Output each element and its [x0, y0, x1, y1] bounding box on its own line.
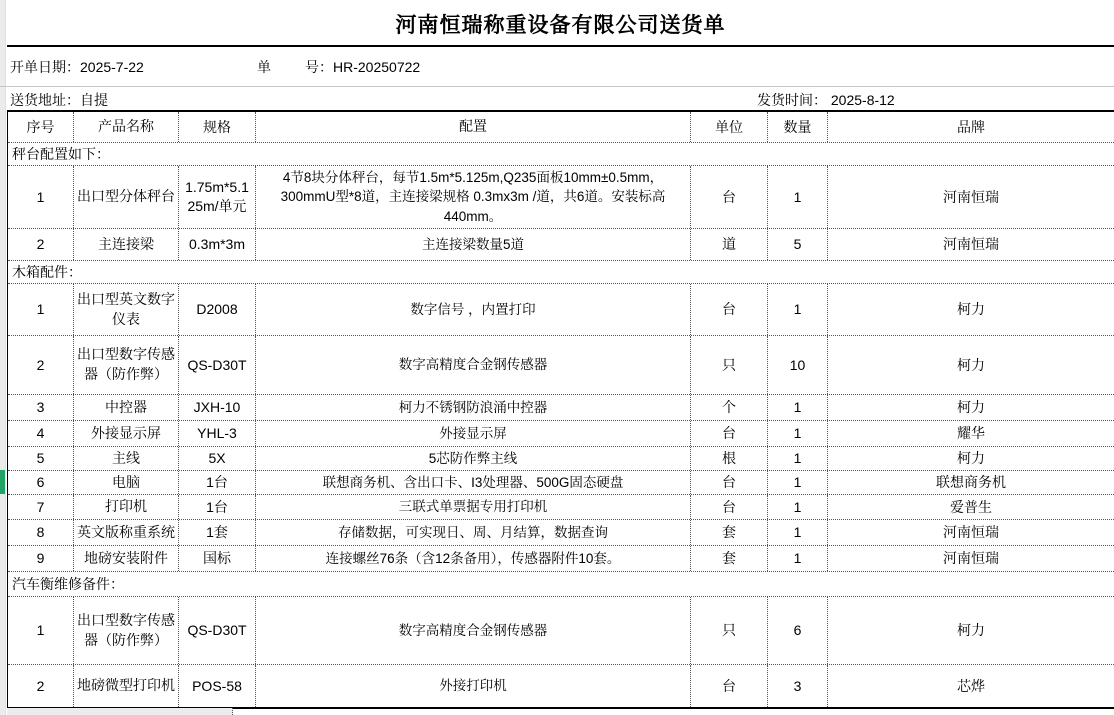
cell-brand[interactable]: 联想商务机	[936, 474, 1006, 491]
table-row	[8, 447, 1114, 471]
cell-qty[interactable]: 1	[768, 284, 828, 335]
cell-product[interactable]: 中控器	[74, 395, 179, 420]
cell-brand[interactable]: 爱普生	[950, 498, 992, 515]
cell-qty[interactable]: 1	[768, 395, 828, 420]
cell-qty[interactable]: 3	[768, 665, 828, 707]
cell-seq[interactable]: 6	[8, 471, 74, 494]
meta-divider-line	[0, 86, 1114, 87]
cell-unit[interactable]: 只	[691, 336, 768, 394]
table-row	[8, 166, 1114, 229]
cell-seq[interactable]: 3	[8, 395, 74, 420]
cell-qty[interactable]: 1	[768, 447, 828, 470]
cell-config[interactable]: 5芯防作弊主线	[256, 447, 691, 470]
cell-seq[interactable]: 2	[8, 336, 74, 394]
section-title-row[interactable]: 木箱配件：	[8, 261, 1114, 284]
table-row	[8, 229, 1114, 261]
table-row	[8, 395, 1114, 421]
table-row	[8, 520, 1114, 546]
cell-product[interactable]: 出口型数字传感器（防作弊）	[74, 336, 179, 394]
cell-qty[interactable]: 1	[768, 520, 828, 545]
table-header-row	[8, 112, 1114, 143]
cell-seq[interactable]: 2	[8, 229, 74, 260]
cell-qty[interactable]: 6	[768, 597, 828, 664]
cell-product[interactable]: 电脑	[74, 471, 179, 494]
cell-qty[interactable]: 1	[768, 546, 828, 571]
cell-config[interactable]: 数字信号 ，内置打印	[256, 284, 691, 335]
cell-seq[interactable]: 1	[8, 284, 74, 335]
cell-product[interactable]: 英文版称重系统	[74, 520, 179, 545]
cell-spec[interactable]: POS-58	[179, 665, 256, 707]
cell-config[interactable]: 连接螺丝76条（含12条备用），传感器附件10套。	[256, 546, 691, 571]
cell-unit[interactable]: 台	[691, 284, 768, 335]
table-row	[8, 336, 1114, 395]
cell-product[interactable]: 打印机	[74, 495, 179, 519]
header-cell-config[interactable]: 配置	[256, 112, 691, 142]
cell-unit[interactable]: 台	[691, 665, 768, 707]
cell-spec[interactable]: JXH-10	[179, 395, 256, 420]
cell-spec[interactable]: 1台	[179, 471, 256, 494]
cell-qty[interactable]: 1	[768, 166, 828, 228]
cell-product[interactable]: 出口型英文数字仪表	[74, 284, 179, 335]
cell-spec[interactable]: 1.75m*5.125m/单元	[179, 166, 256, 228]
clipped-next-row	[7, 708, 233, 715]
items-table	[7, 110, 1114, 709]
cell-seq[interactable]: 8	[8, 520, 74, 545]
cell-product[interactable]: 外接显示屏	[74, 421, 179, 446]
section-title-row[interactable]: 秤台配置如下：	[8, 143, 1114, 166]
header-cell-qty[interactable]: 数量	[768, 112, 828, 142]
cell-brand[interactable]: 柯力	[957, 622, 985, 639]
cell-qty[interactable]: 1	[768, 495, 828, 519]
window-edge-strip	[0, 0, 6, 715]
table-row	[8, 495, 1114, 520]
cell-unit[interactable]: 只	[691, 597, 768, 664]
cell-brand[interactable]: 柯力	[957, 356, 985, 373]
cell-product[interactable]: 出口型数字传感器（防作弊）	[74, 597, 179, 664]
page-title: 河南恒瑞称重设备有限公司送货单	[395, 14, 726, 37]
table-row	[8, 597, 1114, 665]
cell-spec[interactable]: 1台	[179, 495, 256, 519]
cell-unit[interactable]: 个	[691, 395, 768, 420]
cell-unit[interactable]: 台	[691, 421, 768, 446]
cell-spec[interactable]: QS-D30T	[179, 336, 256, 394]
cell-qty[interactable]: 5	[768, 229, 828, 260]
cell-seq[interactable]: 4	[8, 421, 74, 446]
cell-config[interactable]: 主连接梁数量5道	[256, 229, 691, 260]
cell-brand[interactable]: 河南恒瑞	[943, 550, 999, 567]
order-no-field[interactable]: 号：HR-20250722	[305, 59, 421, 75]
header-cell-seq[interactable]: 序号	[8, 112, 74, 142]
cell-seq[interactable]: 7	[8, 495, 74, 519]
cell-unit[interactable]: 道	[691, 229, 768, 260]
cell-unit[interactable]: 台	[691, 166, 768, 228]
cell-seq[interactable]: 9	[8, 546, 74, 571]
section-title-row[interactable]: 汽车衡维修备件：	[8, 572, 1114, 597]
cell-brand[interactable]: 柯力	[957, 450, 985, 467]
header-cell-spec[interactable]: 规格	[179, 112, 256, 142]
cell-spec[interactable]: D2008	[179, 284, 256, 335]
cell-config[interactable]: 三联式单票据专用打印机	[256, 495, 691, 519]
cell-seq[interactable]: 1	[8, 166, 74, 228]
cell-unit[interactable]: 套	[691, 520, 768, 545]
cell-qty[interactable]: 10	[768, 336, 828, 394]
cell-config[interactable]: 联想商务机、含出口卡、I3处理器、500G固态硬盘	[256, 471, 691, 494]
cell-unit[interactable]: 根	[691, 447, 768, 470]
cell-config[interactable]: 存储数据，可实现日、周、月结算，数据查询	[256, 520, 691, 545]
cell-config[interactable]: 数字高精度合金钢传感器	[256, 597, 691, 664]
header-cell-brand[interactable]: 品牌	[957, 118, 985, 135]
cell-brand[interactable]: 柯力	[957, 399, 985, 416]
order-no-label: 单	[257, 59, 271, 75]
cell-seq[interactable]: 2	[8, 665, 74, 707]
cell-product[interactable]: 主连接梁	[74, 229, 179, 260]
cell-spec[interactable]: 1套	[179, 520, 256, 545]
cell-config[interactable]: 柯力不锈钢防浪涌中控器	[256, 395, 691, 420]
cell-brand[interactable]: 柯力	[957, 301, 985, 318]
cell-spec[interactable]: 5X	[179, 447, 256, 470]
table-row	[8, 665, 1114, 707]
header-cell-product[interactable]: 产品名称	[74, 112, 179, 142]
cell-qty[interactable]: 1	[768, 471, 828, 494]
delivery-address-field[interactable]: 送货地址：自提	[10, 92, 108, 108]
cell-config[interactable]: 数字高精度合金钢传感器	[256, 336, 691, 394]
order-date-field[interactable]: 开单日期：2025-7-22	[10, 59, 144, 75]
cell-product[interactable]: 出口型分体秤台	[74, 166, 179, 228]
row-selection-marker	[0, 470, 5, 494]
table-row	[8, 284, 1114, 336]
cell-spec[interactable]: 国标	[179, 546, 256, 571]
cell-spec[interactable]: QS-D30T	[179, 597, 256, 664]
cell-unit[interactable]: 套	[691, 546, 768, 571]
cell-product[interactable]: 主线	[74, 447, 179, 470]
cell-config[interactable]: 4节8块分体秤台，每节1.5m*5.125m,Q235面板10mm±0.5mm，300mmU型*8道，主连接梁规格 0.3mx3m /道，共6道。安装标高440mm。	[256, 166, 691, 228]
ship-time-field[interactable]: 发货时间： 2025-8-12	[757, 92, 895, 108]
cell-qty[interactable]: 1	[768, 421, 828, 446]
cell-seq[interactable]: 1	[8, 597, 74, 664]
header-cell-unit[interactable]: 单位	[691, 112, 768, 142]
table-row	[8, 421, 1114, 447]
cell-product[interactable]: 地磅安装附件	[74, 546, 179, 571]
cell-seq[interactable]: 5	[8, 447, 74, 470]
table-row	[8, 471, 1114, 495]
cell-brand[interactable]: 耀华	[957, 425, 985, 442]
cell-product[interactable]: 地磅微型打印机	[74, 665, 179, 707]
cell-unit[interactable]: 台	[691, 495, 768, 519]
title-divider-line	[7, 45, 1114, 47]
table-row	[8, 546, 1114, 572]
cell-config[interactable]: 外接打印机	[256, 665, 691, 707]
cell-brand[interactable]: 河南恒瑞	[943, 236, 999, 253]
cell-brand[interactable]: 芯烨	[957, 677, 985, 694]
cell-config[interactable]: 外接显示屏	[256, 421, 691, 446]
cell-spec[interactable]: 0.3m*3m	[179, 229, 256, 260]
cell-spec[interactable]: YHL-3	[179, 421, 256, 446]
cell-brand[interactable]: 河南恒瑞	[943, 524, 999, 541]
cell-unit[interactable]: 台	[691, 471, 768, 494]
cell-brand[interactable]: 河南恒瑞	[943, 188, 999, 205]
